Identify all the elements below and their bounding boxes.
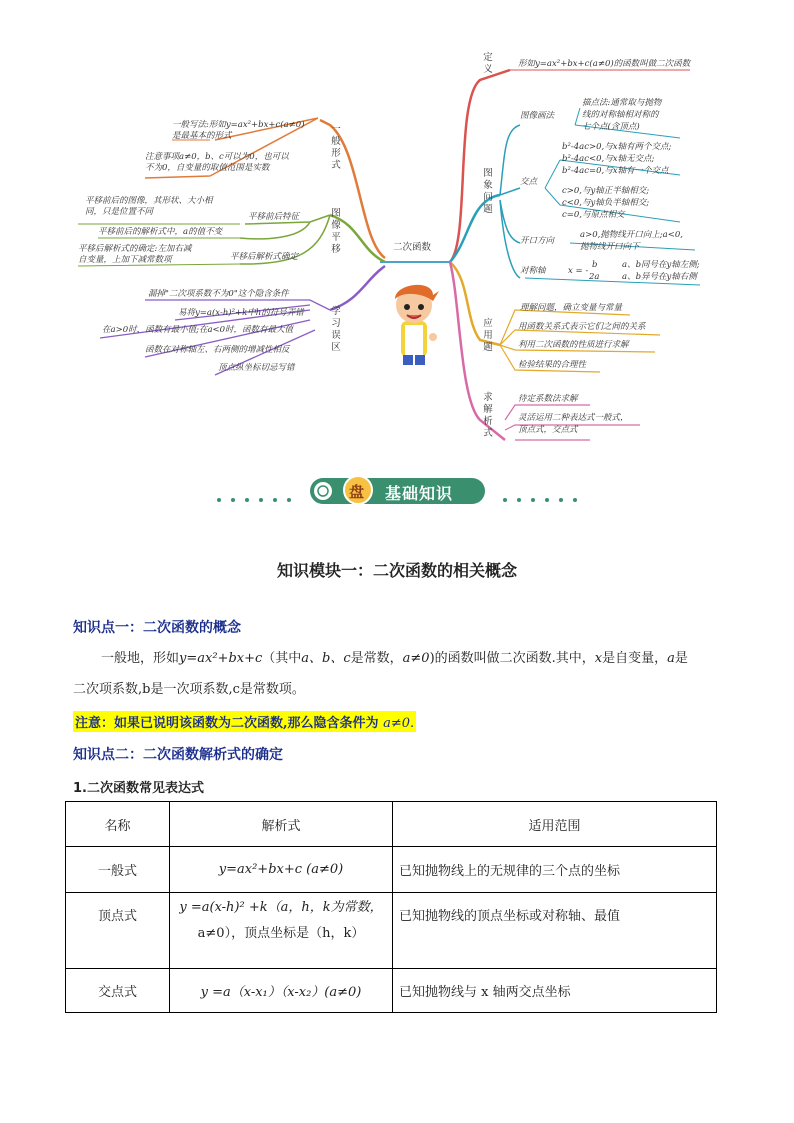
table-header: 适用范围 xyxy=(393,802,717,847)
table-header-row xyxy=(66,802,717,847)
section-banner xyxy=(215,476,580,506)
kp1-text: )的函数叫做二次函数.其中， xyxy=(429,651,595,666)
graph-method-text: 七个点(含顶点) xyxy=(582,122,640,132)
translation-text: 平移前后的图像，其形状、大小相 xyxy=(85,196,213,206)
word-problem-step: 用函数关系式表示它们之间的关系 xyxy=(518,322,646,332)
kp1-paragraph xyxy=(73,643,723,674)
row-name: 交点式 xyxy=(66,969,170,1013)
row-name: 顶点式 xyxy=(66,893,170,969)
graph-method-text: 线的对称轴相对称的 xyxy=(582,110,659,120)
row-formula-line: a≠0），顶点坐标是（h，k） xyxy=(197,926,365,941)
note-highlight xyxy=(73,711,416,732)
branch-label-translation: 图像平移 xyxy=(331,208,341,255)
table-row xyxy=(66,969,717,1013)
misconception-item: 顶点纵坐标切忌写错 xyxy=(218,363,295,373)
kp1-paragraph-line2: 二次项系数,b是一次项系数,c是常数项。 xyxy=(73,682,305,697)
row-scope: 已知抛物线上的无规律的三个点的坐标 xyxy=(393,847,717,893)
intersection-label: 交点 xyxy=(520,177,538,187)
table-header: 名称 xyxy=(66,802,170,847)
table-header: 解析式 xyxy=(170,802,393,847)
y-intercept-text: c<0,与y轴负半轴相交; xyxy=(562,198,650,208)
discriminant-text: b²-4ac>0,与x轴有两个交点; xyxy=(562,142,672,152)
row-name: 一般式 xyxy=(66,847,170,893)
axis-formula-denominator: 2a xyxy=(589,272,600,282)
row-scope: 已知抛物线与 x 轴两交点坐标 xyxy=(393,969,717,1013)
graph-method-label: 图像画法 xyxy=(520,111,555,121)
axis-formula-numerator: b xyxy=(592,260,598,270)
translation-text: 自变量，上加下减常数项 xyxy=(78,255,172,265)
general-form-text: 一般写法:形如y=ax²+bx+c(a≠0) xyxy=(172,120,305,130)
banner-title: 基础知识 xyxy=(385,484,454,503)
misconception-item: 易将y=a(x-h)²+k中h的符号弄错 xyxy=(178,308,304,318)
axis-side-text: a、b异号在y轴右侧 xyxy=(622,272,697,282)
axis-formula: x = - xyxy=(568,266,589,276)
opening-direction-text: 抛物线开口向下 xyxy=(580,242,640,252)
mind-map xyxy=(0,0,794,460)
kp1-text: 是 xyxy=(674,651,688,666)
discriminant-text: b²-4ac<0,与x轴无交点; xyxy=(562,154,655,164)
branch-label-graph-issues: 图象问题 xyxy=(483,168,493,215)
kp1-text: （其中 xyxy=(262,651,302,666)
translation-text: 平移前后的解析式中，a的值不变 xyxy=(98,227,223,237)
expression-table xyxy=(65,801,717,1013)
misconception-item: 漏掉"二次项系数不为0"这个隐含条件 xyxy=(148,289,289,299)
translation-feature: 平移前后特征 xyxy=(248,212,300,222)
kp1-text: 是常数， xyxy=(350,651,403,666)
mind-map-center: 二次函数 xyxy=(393,242,432,253)
kp1-text: 一般地，形如 xyxy=(101,651,180,666)
opening-direction-label: 开口方向 xyxy=(520,236,555,246)
module-title: 知识模块一：二次函数的相关概念 xyxy=(276,561,517,580)
kp1-condition: a≠0 xyxy=(402,651,430,666)
branch-label-word-problems: 应用题 xyxy=(483,318,493,353)
kp1-vars: a、b、c xyxy=(301,651,351,666)
kp1-var-a: a xyxy=(667,651,675,666)
table-row xyxy=(66,847,717,893)
general-form-text: 是最基本的形式 xyxy=(172,131,232,141)
row-scope: 已知抛物线的顶点坐标或对称轴、最值 xyxy=(393,893,717,969)
row-formula: y=ax²+bx+c (a≠0) xyxy=(170,847,393,893)
table-row xyxy=(66,893,717,969)
axis-side-text: a、b同号在y轴左侧; xyxy=(622,260,700,270)
translation-text: 同，只是位置不同 xyxy=(85,207,154,217)
note-text: 注意：如果已说明该函数为二次函数,那么隐含条件为 xyxy=(75,716,384,731)
y-intercept-text: c=0,与原点相交 xyxy=(562,210,625,220)
axis-of-symmetry-label: 对称轴 xyxy=(520,266,546,276)
general-form-note: 不为0，自变量的取值范围是实数 xyxy=(145,163,270,173)
kp1-formula: y=ax²+bx+c xyxy=(179,651,263,666)
kp1-heading: 知识点一：二次函数的概念 xyxy=(73,620,241,636)
definition-text: 形如y=ax²+bx+c(a≠0)的函数叫做二次函数 xyxy=(518,59,691,69)
y-intercept-text: c>0,与y轴正半轴相交; xyxy=(562,186,650,196)
kp1-var-x: x xyxy=(594,651,603,666)
row-formula: y =a（x-x₁）（x-x₂）(a≠0) xyxy=(170,969,393,1013)
row-formula xyxy=(170,893,393,969)
cartoon-boy-illustration xyxy=(383,275,445,365)
branch-label-general-form: 一般形式 xyxy=(331,124,341,171)
misconception-item: 在a>0时，函数有最小值;在a<0时，函数有最大值 xyxy=(102,325,294,335)
branch-label-misconceptions: 学习误区 xyxy=(331,306,341,353)
word-problem-step: 利用二次函数的性质进行求解 xyxy=(518,340,629,350)
find-expression-item: 灵活运用二种表达式一般式， xyxy=(518,413,629,423)
general-form-note: 注意事项a≠0，b、c可以为0，也可以 xyxy=(145,152,289,162)
subheading-expressions: 1.二次函数常见表达式 xyxy=(73,781,204,796)
word-problem-step: 检验结果的合理性 xyxy=(518,360,587,370)
word-problem-step: 理解问题，确立变量与常量 xyxy=(520,303,623,313)
banner-seal: 盘 xyxy=(349,483,365,501)
find-expression-item: 顶点式，交点式 xyxy=(518,425,578,435)
find-expression-item: 待定系数法求解 xyxy=(518,394,578,404)
branch-label-find-expression: 求解析式 xyxy=(483,392,493,439)
opening-direction-text: a>0,抛物线开口向上;a<0, xyxy=(580,230,683,240)
graph-method-text: 描点法:通常取与抛物 xyxy=(582,98,662,108)
kp2-heading: 知识点二：二次函数解析式的确定 xyxy=(73,747,283,763)
discriminant-text: b²-4ac=0,与x轴有一个交点 xyxy=(562,166,669,176)
translation-resolve: 平移后解析式确定 xyxy=(230,252,299,262)
row-formula-line: y =a(x-h)² +k（a，h，k为常数， xyxy=(179,900,383,915)
branch-label-definition: 定义 xyxy=(483,52,493,75)
translation-text: 平移后解析式的确定:左加右减 xyxy=(78,244,192,254)
kp1-text: 是自变量， xyxy=(602,651,668,666)
misconception-item: 函数在对称轴左、右两侧的增减性相反 xyxy=(145,345,290,355)
note-condition: a≠0. xyxy=(383,716,415,731)
